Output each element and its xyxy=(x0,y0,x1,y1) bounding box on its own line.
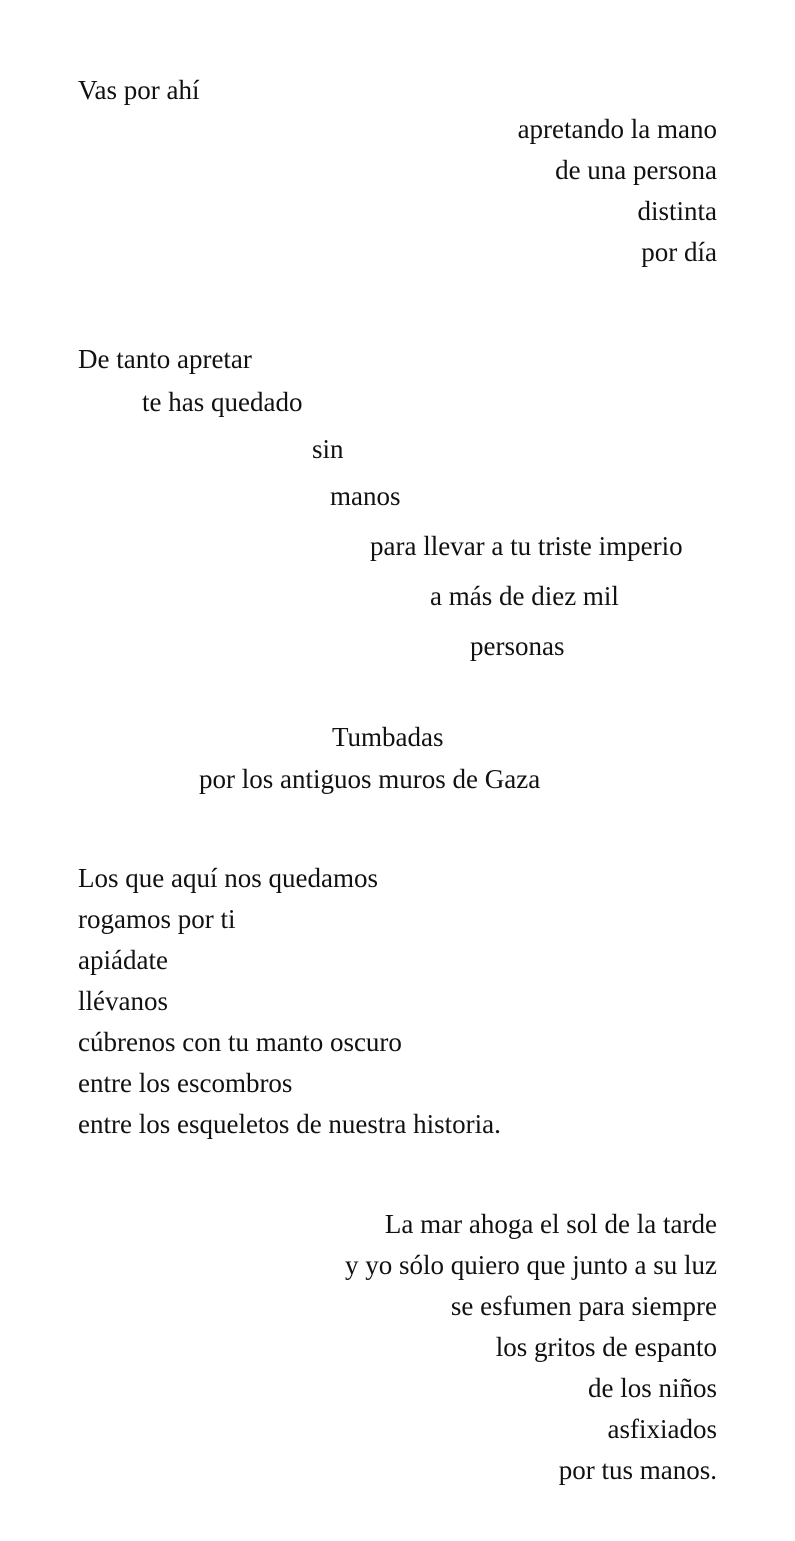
poem-line: sin xyxy=(312,434,344,464)
poem-line: por día xyxy=(641,237,717,267)
poem-line: se esfumen para siempre xyxy=(450,1291,717,1321)
poem-line: de los niños xyxy=(587,1373,717,1403)
poem-line: asfixiados xyxy=(607,1414,717,1444)
poem-line: personas xyxy=(470,631,565,661)
poem-line: apiádate xyxy=(78,945,168,975)
poem-line: Tumbadas xyxy=(332,722,444,752)
poem-line: para llevar a tu triste imperio xyxy=(370,531,683,561)
poem-line: distinta xyxy=(637,196,717,226)
poem-line: Vas por ahí xyxy=(78,75,200,105)
poem-line: de una persona xyxy=(555,155,717,185)
poem-line: te has quedado xyxy=(142,387,303,417)
poem-line: manos xyxy=(330,481,401,511)
poem-line: rogamos por ti xyxy=(78,904,236,934)
poem-line: cúbrenos con tu manto oscuro xyxy=(78,1027,402,1057)
poem-line: por tus manos. xyxy=(558,1455,717,1485)
poem-line: De tanto apretar xyxy=(78,344,252,374)
poem-line: entre los esqueletos de nuestra historia. xyxy=(78,1109,501,1139)
poem-line: Los que aquí nos quedamos xyxy=(78,863,378,893)
poem-line: La mar ahoga el sol de la tarde xyxy=(384,1209,717,1239)
poem-line: a más de diez mil xyxy=(430,581,619,611)
poem-line: y yo sólo quiero que junto a su luz xyxy=(345,1250,717,1280)
poem-line: apretando la mano xyxy=(517,114,717,144)
poem-line: por los antiguos muros de Gaza xyxy=(199,764,541,794)
poem-line: entre los escombros xyxy=(78,1068,293,1098)
poem-line: llévanos xyxy=(78,986,168,1016)
poem-line: los gritos de espanto xyxy=(495,1332,717,1362)
